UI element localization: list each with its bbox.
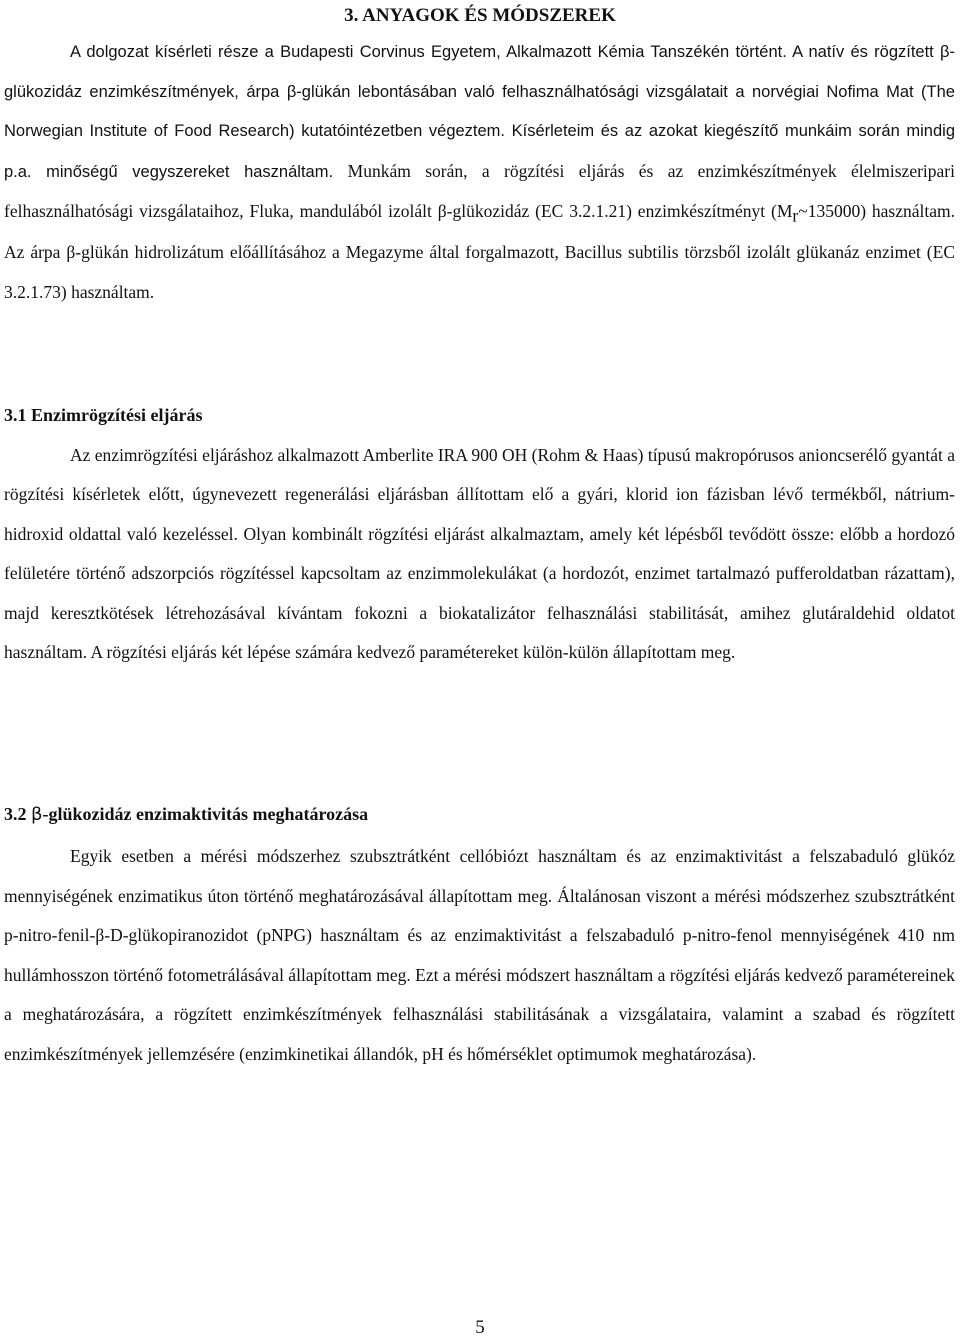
document-page [4,0,956,1339]
chapter-title: 3. ANYAGOK ÉS MÓDSZEREK [344,5,616,26]
intro-paragraph [4,33,955,314]
section-3-2-title: -glükozidáz enzimaktivitás meghatározása [42,804,369,824]
section-3-2-paragraph: Egyik esetben a mérési módszerhez szubsztrátként cellóbiózt használtam és az enzimaktivitást a felszabaduló glükóz mennyiségének enzimatikus úton történő meghatározásával állapítottam meg. Általánosan viszont a mérési módszerhez szubsztrátként p-nitro-fenil-β-D-glükopiranozidot (pNPG) használtam és az enzimaktivitást a felszabaduló p-nitro-fenol mennyiségének 410 nm hullámhosszon történő fotometrálásával állapítottam meg. Ezt a mérési módszert használtam a rögzítési eljárás kedvező paramétereinek a meghatározására, a rögzített enzimkészítmények felhasználási stabilitásának a vizsgálataira, valamint a szabad és rögzített enzimkészítmények jellemzésére (enzimkinetikai állandók, pH és hőmérséklet optimumok meghatározása). [4,846,955,1064]
intro-text-part3: ~135000) használtam. Az árpa β-glükán hidrolizátum előállításához a Megazyme által forgalmazott, Bacillus subtilis törzsből izolált glükanáz enzimet (EC 3.2.1.73) használtam. [4,201,956,302]
intro-text-part1: A dolgozat kísérleti része a Budapesti Corvinus Egyetem, Alkalmazott Kémia Tanszékén történt. A natív és rögzített β-glükozidáz enzimkészítmények, árpa β-glükán lebontásában való felhasználhatósági vizsgálatait a norvégiai Nofima Mat (The Norwegian Institute of Food Research) kutatóintézetben végeztem. Kísérleteim és az azokat kiegészítő munkáim során mindig p.a. minőségű vegyszereket használtam. [4,43,955,181]
page-number: 5 [475,1317,485,1338]
beta-symbol: β [31,804,43,825]
section-3-2-number: 3.2 [4,804,31,824]
section-3-2-heading [4,802,368,827]
section-3-1-heading: 3.1 Enzimrögzítési eljárás [4,405,203,425]
intro-text-part2: Munkám során, a rögzítési eljárás és az enzimkészítmények élelmiszeripari felhasználhatósági vizsgálataihoz, Fluka, mandulából izolált β-glükozidáz (EC 3.2.1.21) enzimkészítményt (M [4,160,955,221]
section-3-1-paragraph: Az enzimrögzítési eljáráshoz alkalmazott Amberlite IRA 900 OH (Rohm & Haas) típusú makropórusos anioncserélő gyantát a rögzítési kísérletek előtt, úgynevezett regenerálási eljárásban állítottam elő a gyári, klorid ion fázisban lévő termékből, nátrium-hidroxid oldattal való kezeléssel. Olyan kombinált rögzítési eljárást alkalmaztam, amely két lépésből tevődött össze: előbb a hordozó felületére történő adszorpciós rögzítéssel kapcsoltam az enzimmolekulákat (a hordozót, enzimet tartalmazó pufferoldatban rázattam), majd keresztkötések létrehozásával kívántam fokozni a biokatalizátor felhasználási stabilitását, amihez glutáraldehid oldatot használtam. A rögzítési eljárás két lépése számára kedvező paramétereket külön-külön állapítottam meg. [4,445,955,663]
molar-mass-subscript: r [792,205,799,226]
